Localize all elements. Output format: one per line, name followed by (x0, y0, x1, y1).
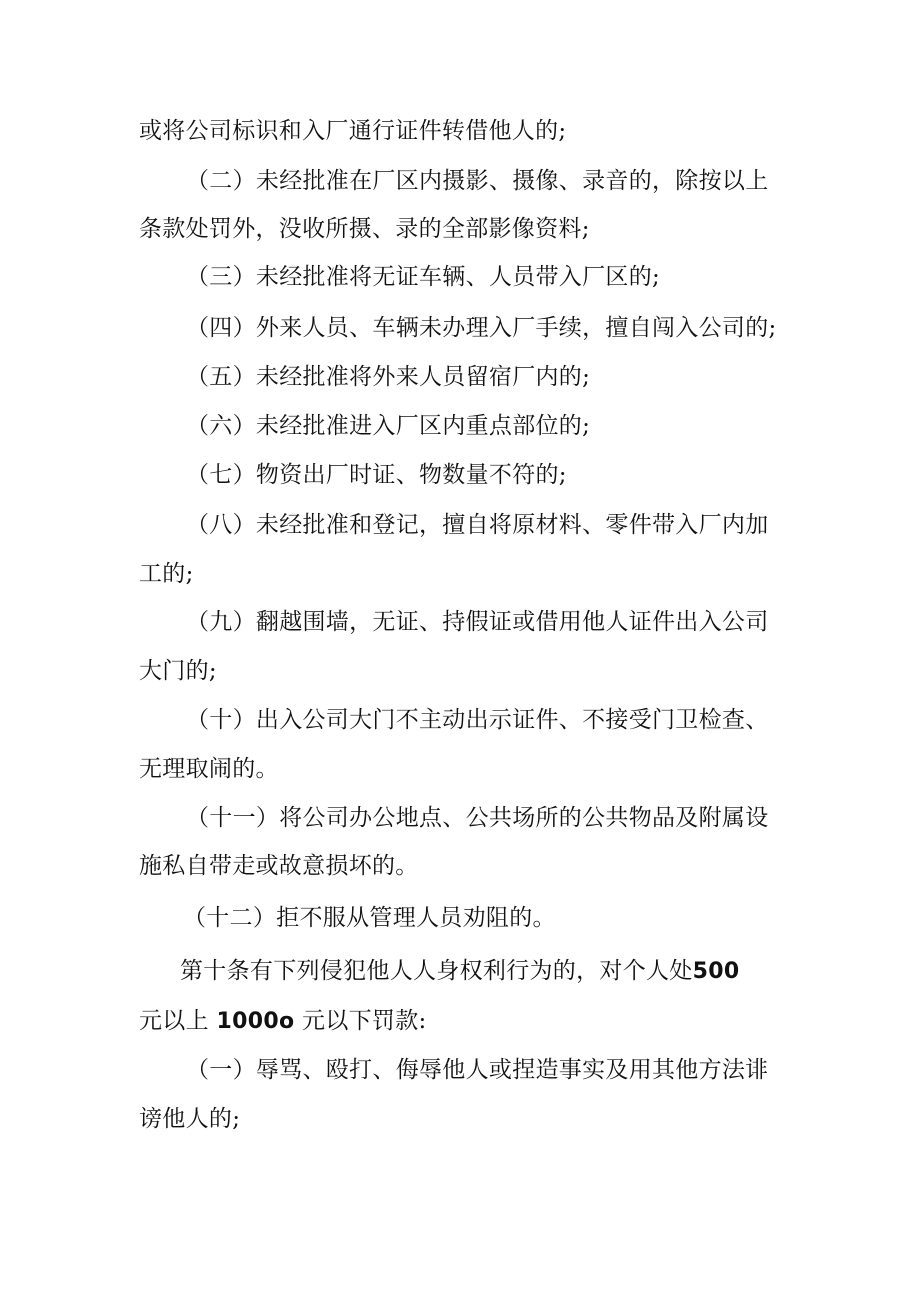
text-line: （七）物资出厂时证、物数量不符的; (186, 462, 567, 488)
amount-line (139, 1006, 427, 1037)
text-line: 条款处罚外，没收所摄、录的全部影像资料; (139, 216, 590, 242)
text-line: （二）未经批准在厂区内摄影、摄像、录音的，除按以上 (186, 168, 769, 194)
text-line: 无理取闹的。 (139, 756, 279, 782)
text-line: 大门的; (139, 658, 217, 684)
text-line: （八）未经批准和登记，擅自将原材料、零件带入厂内加 (186, 512, 769, 538)
amount-upper: 1000o (216, 1009, 295, 1034)
text-line: （十）出入公司大门不主动出示证件、不接受门卫检查、 (186, 707, 769, 733)
text-span: 元以上 (139, 1008, 209, 1034)
text-line: （五）未经批准将外来人员留宿厂内的; (186, 364, 591, 390)
amount-lower: 500 (692, 959, 740, 984)
article-heading-line (180, 956, 739, 987)
text-line: 工的; (139, 561, 194, 587)
text-line: （四）外来人员、车辆未办理入厂手续，擅自闯入公司的; (186, 315, 777, 341)
text-line: （一）辱骂、殴打、侮辱他人或捏造事实及用其他方法诽 (186, 1057, 769, 1083)
text-span: 元以下罚款: (302, 1008, 427, 1034)
text-line: 施私自带走或故意损坏的。 (139, 853, 419, 879)
text-line: （九）翻越围墙，无证、持假证或借用他人证件出入公司 (186, 609, 769, 635)
text-line: （十二）拒不服从管理人员劝阻的。 (183, 905, 556, 931)
text-line: （十一）将公司办公地点、公共场所的公共物品及附属设 (186, 805, 769, 831)
text-line: （三）未经批准将无证车辆、人员带入厂区的; (186, 264, 661, 290)
text-line: 谤他人的; (139, 1106, 241, 1132)
text-line: 或将公司标识和入厂通行证件转借他人的; (139, 118, 567, 144)
text-span: 第十条有下列侵犯他人人身权利行为的，对个人处 (180, 958, 693, 984)
text-line: （六）未经批准进入厂区内重点部位的; (186, 413, 591, 439)
